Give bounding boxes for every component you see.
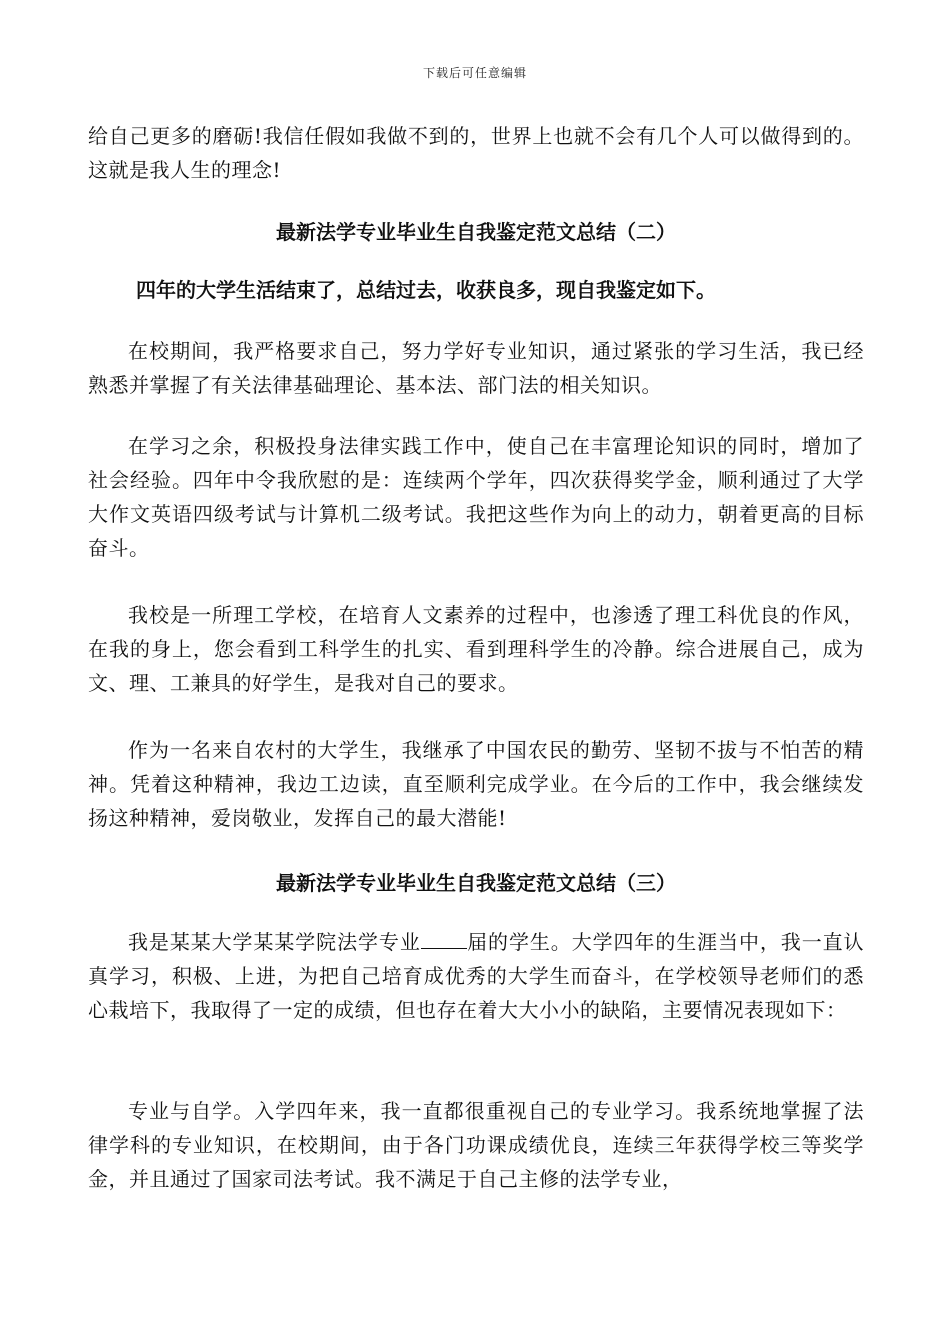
section-heading-2-wrap xyxy=(88,215,864,249)
paragraph-text-before-blank: 我是某某大学某某学院法学专业 xyxy=(128,930,421,954)
paragraph-text: 给自己更多的磨砺!我信任假如我做不到的，世界上也就不会有几个人可以做得到的。这就是我人生的理念! xyxy=(88,124,864,182)
page-header-note: 下载后可任意编辑 xyxy=(422,66,527,80)
fill-in-blank xyxy=(421,930,467,949)
paragraph-text: 作为一名来自农村的大学生，我继承了中国农民的勤劳、坚韧不拔与不怕苦的精神。凭着这种精神，我边工边读，直至顺利完成学业。在今后的工作中，我会继续发扬这种精神，爱岗敬业，发挥自己的最大潜能! xyxy=(88,738,864,830)
section-heading-3-wrap xyxy=(88,866,864,900)
paragraph-2 xyxy=(88,429,864,565)
paragraph-5 xyxy=(88,925,864,1027)
paragraph-text: 在校期间，我严格要求自己，努力学好专业知识，通过紧张的学习生活，我已经熟悉并掌握了有关法律基础理论、基本法、部门法的相关知识。 xyxy=(88,339,864,397)
paragraph-6 xyxy=(88,1094,864,1196)
paragraph-text-after-blank: 届的学生。大学四年的生涯当中，我一直认真学习，积极、上进，为把自己培育成优秀的大学生而奋斗，在学校领导老师们的悉心栽培下，我取得了一定的成绩，但也存在着大大小小的缺陷，主要情况表现如下： xyxy=(88,930,865,1022)
paragraph-continued xyxy=(88,119,864,187)
section-subheading-2: 四年的大学生活结束了，总结过去，收获良多，现自我鉴定如下。 xyxy=(136,278,716,302)
paragraph-text xyxy=(88,925,864,1027)
section-heading-2: 最新法学专业毕业生自我鉴定范文总结（二） xyxy=(276,220,676,244)
paragraph-3 xyxy=(88,598,864,700)
section-subheading-2-wrap xyxy=(88,273,864,307)
paragraph-1 xyxy=(88,334,864,402)
section-heading-3: 最新法学专业毕业生自我鉴定范文总结（三） xyxy=(276,871,676,895)
paragraph-text: 专业与自学。入学四年来，我一直都很重视自己的专业学习。我系统地掌握了法律学科的专业知识，在校期间，由于各门功课成绩优良，连续三年获得学校三等奖学金，并且通过了国家司法考试。我不满足于自己主修的法学专业， xyxy=(88,1099,864,1191)
paragraph-text: 我校是一所理工学校，在培育人文素养的过程中，也渗透了理工科优良的作风，在我的身上，您会看到工科学生的扎实、看到理科学生的冷静。综合进展自己，成为文、理、工兼具的好学生，是我对自己的要求。 xyxy=(88,603,864,695)
paragraph-text: 在学习之余，积极投身法律实践工作中，使自己在丰富理论知识的同时，增加了社会经验。四年中令我欣慰的是：连续两个学年，四次获得奖学金，顺利通过了大学大作文英语四级考试与计算机二级考试。我把这些作为向上的动力，朝着更高的目标奋斗。 xyxy=(88,434,864,560)
paragraph-4 xyxy=(88,733,864,835)
